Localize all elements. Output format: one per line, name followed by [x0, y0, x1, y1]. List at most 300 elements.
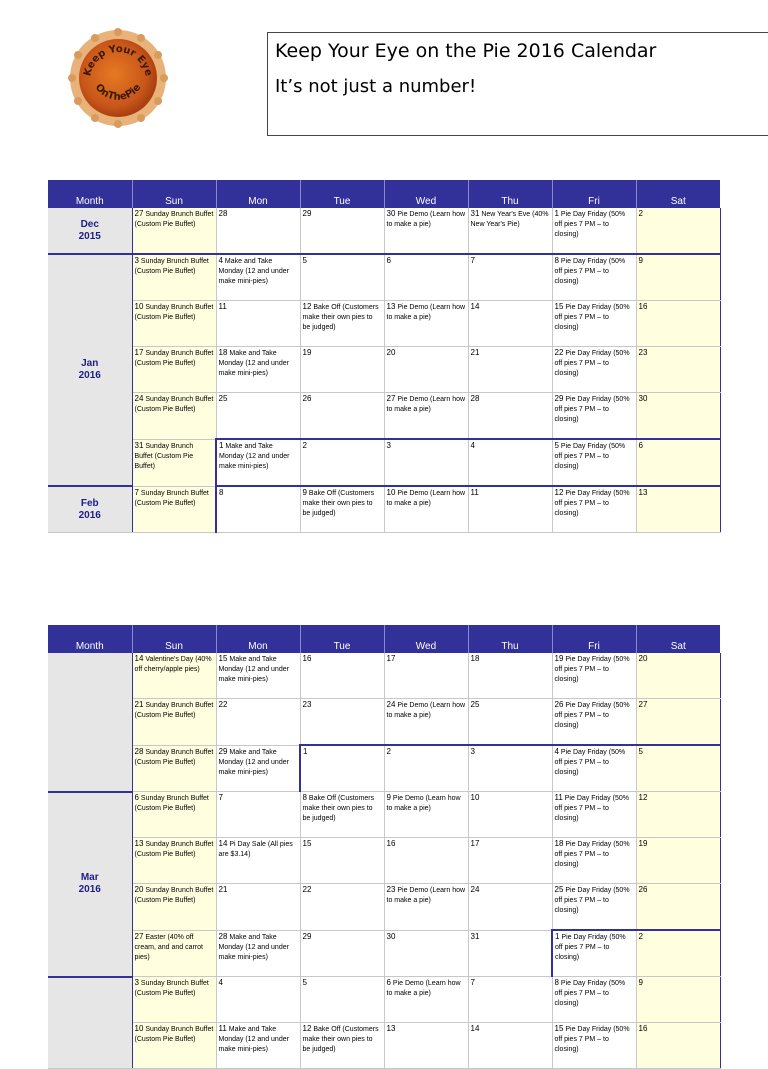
day-cell	[636, 301, 720, 347]
logo-top-text: Keep Your Eye	[82, 43, 154, 78]
day-number: 19	[638, 839, 648, 848]
day-cell	[132, 254, 216, 301]
day-cell	[216, 884, 300, 931]
day-number: 17	[134, 348, 144, 357]
day-cell	[552, 838, 636, 884]
column-header-tue: Tue	[300, 180, 384, 208]
day-cell	[552, 1023, 636, 1069]
column-header-sat: Sat	[636, 625, 720, 653]
day-cell	[468, 884, 552, 931]
day-number: 2	[638, 932, 643, 941]
day-event: Bake Off (Customers make their own pies to be judged)	[302, 490, 375, 517]
day-number: 19	[302, 348, 312, 357]
day-number: 6	[386, 256, 391, 265]
day-number: 7	[134, 487, 139, 497]
day-number: 1	[555, 932, 560, 941]
day-cell	[384, 208, 468, 254]
day-cell	[468, 301, 552, 347]
day-cell	[636, 208, 720, 254]
day-number: 11	[470, 488, 479, 497]
day-number: 17	[470, 839, 480, 848]
day-number: 23	[638, 348, 648, 357]
day-number: 25	[218, 394, 228, 403]
day-cell	[636, 1023, 720, 1069]
day-event: Pie Day Friday (50% off pies 7 PM – to closing)	[554, 211, 626, 238]
week-row	[48, 977, 720, 1023]
day-event: Pie Day Friday (50% off pies 7 PM – to closing)	[554, 490, 630, 517]
week-row	[48, 254, 720, 301]
week-row	[48, 208, 720, 254]
day-number: 16	[638, 1024, 648, 1033]
day-cell	[552, 745, 636, 792]
day-number: 15	[554, 1024, 564, 1033]
week-row	[48, 301, 720, 347]
day-number: 15	[554, 302, 564, 311]
calendar-table-1	[48, 180, 721, 533]
day-number: 30	[638, 394, 648, 403]
day-number: 11	[218, 302, 227, 311]
day-event: Sunday Brunch Buffet (Custom Pie Buffet)	[134, 795, 209, 812]
day-cell	[552, 884, 636, 931]
day-number: 4	[218, 256, 223, 265]
day-event: Sunday Brunch Buffet (Custom Pie Buffet)	[134, 396, 214, 413]
day-cell	[384, 792, 468, 838]
day-number: 18	[470, 654, 480, 663]
day-number: 23	[386, 885, 396, 894]
day-cell	[552, 393, 636, 440]
week-row	[48, 930, 720, 977]
day-cell	[384, 838, 468, 884]
day-event: Pie Demo (Learn how to make a pie)	[386, 702, 466, 719]
day-number: 18	[218, 348, 228, 357]
day-cell	[636, 838, 720, 884]
day-number: 28	[470, 394, 480, 403]
day-number: 8	[554, 978, 559, 987]
day-cell	[468, 745, 552, 792]
day-cell	[468, 1023, 552, 1069]
day-number: 1	[303, 747, 308, 756]
day-number: 3	[470, 747, 475, 756]
day-number: 2	[386, 747, 391, 756]
column-header-thu: Thu	[468, 180, 552, 208]
day-cell	[468, 208, 552, 254]
day-event: Pie Day Friday (50% off pies 7 PM – to closing)	[555, 934, 626, 961]
day-number: 29	[302, 209, 312, 218]
day-cell	[384, 347, 468, 393]
day-number: 3	[134, 978, 139, 987]
day-number: 13	[386, 302, 396, 311]
day-cell	[468, 838, 552, 884]
day-number: 13	[638, 488, 648, 497]
day-number: 12	[554, 488, 564, 497]
day-cell	[552, 439, 636, 486]
column-header-mon: Mon	[216, 180, 300, 208]
day-cell	[216, 439, 300, 486]
day-cell	[216, 347, 300, 393]
day-cell	[300, 745, 384, 792]
day-number: 12	[302, 1024, 312, 1033]
day-number: 8	[219, 488, 224, 497]
day-cell	[132, 653, 216, 699]
day-cell	[132, 301, 216, 347]
day-cell	[300, 884, 384, 931]
month-label: Mar 2016	[48, 792, 132, 977]
day-cell	[216, 977, 300, 1023]
pie-logo	[68, 28, 168, 128]
day-number: 6	[386, 978, 391, 987]
day-number: 20	[638, 654, 648, 663]
day-cell	[636, 884, 720, 931]
day-number: 13	[134, 839, 144, 848]
month-label	[48, 977, 132, 1069]
month-label: Jan 2016	[48, 254, 132, 486]
day-cell	[384, 486, 468, 533]
day-number: 7	[470, 978, 475, 987]
day-cell	[552, 301, 636, 347]
day-cell	[384, 745, 468, 792]
day-number: 6	[638, 441, 643, 450]
day-number: 1	[219, 441, 224, 450]
day-number: 26	[638, 885, 648, 894]
day-number: 16	[638, 302, 648, 311]
day-cell	[132, 699, 216, 746]
day-cell	[216, 208, 300, 254]
day-cell	[636, 254, 720, 301]
day-number: 25	[470, 700, 480, 709]
day-number: 10	[134, 302, 144, 311]
day-number: 17	[386, 654, 396, 663]
day-number: 30	[386, 209, 396, 218]
day-number: 13	[386, 1024, 396, 1033]
day-number: 24	[134, 394, 144, 403]
day-number: 27	[134, 931, 144, 941]
day-cell	[636, 393, 720, 440]
day-number: 5	[638, 747, 643, 756]
day-cell	[552, 792, 636, 838]
day-number: 3	[134, 256, 139, 265]
day-cell	[300, 653, 384, 699]
day-event: Sunday Brunch Buffet (Custom Pie Buffet)	[134, 442, 194, 470]
day-number: 27	[386, 394, 396, 403]
day-cell	[636, 347, 720, 393]
day-number: 27	[638, 700, 648, 709]
page-title: Keep Your Eye on the Pie 2016 Calendar	[275, 40, 657, 62]
day-cell	[300, 838, 384, 884]
day-number: 5	[554, 441, 559, 450]
day-number: 1	[554, 209, 559, 218]
day-event: Sunday Brunch Buffet (Custom Pie Buffet)	[134, 841, 214, 858]
day-event: Easter (40% off cream, and and carrot pies)	[134, 933, 203, 961]
day-event: Make and Take Monday (12 and under make mini-pies)	[218, 350, 289, 377]
month-label	[48, 653, 132, 792]
day-cell	[384, 930, 468, 977]
day-number: 30	[386, 931, 396, 941]
day-number: 25	[554, 885, 564, 894]
day-event: Pie Day Friday (50% off pies 7 PM – to closing)	[554, 887, 630, 914]
day-event: Pi Day Sale (All pies are $3.14)	[218, 841, 293, 858]
day-cell	[384, 699, 468, 746]
day-cell	[300, 439, 384, 486]
day-event: Sunday Brunch Buffet (Custom Pie Buffet)	[134, 887, 214, 904]
day-cell	[216, 792, 300, 838]
day-cell	[132, 439, 216, 486]
day-number: 22	[554, 348, 564, 357]
day-number: 29	[302, 931, 312, 941]
day-cell	[132, 486, 216, 533]
day-cell	[132, 745, 216, 792]
column-header-fri: Fri	[552, 180, 636, 208]
day-number: 31	[134, 440, 144, 450]
day-number: 10	[470, 793, 480, 802]
day-event: Pie Demo (Learn how to make a pie)	[386, 490, 466, 507]
day-number: 21	[218, 885, 228, 894]
day-number: 14	[470, 302, 480, 311]
day-event: Pie Day Friday (50% off pies 7 PM – to closing)	[554, 702, 630, 729]
day-cell	[468, 393, 552, 440]
day-cell	[132, 1023, 216, 1069]
day-event: Pie Day Friday (50% off pies 7 PM – to closing)	[554, 656, 630, 683]
day-event: Pie Day Friday (50% off pies 7 PM – to closing)	[554, 258, 626, 285]
day-cell	[384, 301, 468, 347]
day-cell	[468, 439, 552, 486]
day-cell	[552, 930, 636, 977]
day-cell	[300, 1023, 384, 1069]
day-event: Bake Off (Customers make their own pies to be judged)	[302, 304, 379, 331]
day-number: 23	[302, 700, 312, 709]
day-event: Valentine's Day (40% off cherry/apple pies)	[134, 656, 212, 673]
column-header-sun: Sun	[132, 180, 216, 208]
day-event: Pie Demo (Learn how to make a pie)	[386, 211, 466, 228]
day-cell	[636, 745, 720, 792]
day-number: 10	[386, 488, 396, 497]
day-event: New Year's Eve (40% New Year's Pie)	[470, 211, 549, 228]
day-number: 27	[134, 209, 144, 218]
day-number: 9	[386, 793, 391, 802]
day-cell	[636, 653, 720, 699]
day-cell	[132, 977, 216, 1023]
day-number: 4	[554, 747, 559, 756]
column-header-month: Month	[48, 180, 132, 208]
day-cell	[216, 930, 300, 977]
day-cell	[384, 884, 468, 931]
day-event: Sunday Brunch Buffet (Custom Pie Buffet)	[134, 304, 214, 321]
day-number: 24	[470, 885, 480, 894]
day-cell	[300, 254, 384, 301]
day-number: 31	[470, 931, 480, 941]
week-row	[48, 439, 720, 486]
column-header-sat: Sat	[636, 180, 720, 208]
day-event: Pie Day Friday (50% off pies 7 PM – to closing)	[554, 304, 630, 331]
day-number: 11	[218, 1024, 227, 1033]
title-box	[267, 32, 768, 136]
pie-logo-icon	[68, 28, 168, 128]
day-number: 22	[302, 885, 312, 894]
day-cell	[216, 301, 300, 347]
day-cell	[468, 486, 552, 533]
day-number: 14	[470, 1024, 480, 1033]
day-number: 3	[386, 441, 391, 450]
day-number: 8	[554, 256, 559, 265]
day-cell	[552, 208, 636, 254]
day-cell	[216, 254, 300, 301]
day-cell	[132, 208, 216, 254]
day-number: 15	[218, 654, 228, 663]
day-cell	[384, 439, 468, 486]
week-row	[48, 393, 720, 440]
day-cell	[216, 486, 300, 533]
day-event: Sunday Brunch Buffet (Custom Pie Buffet)	[134, 748, 214, 766]
day-cell	[468, 699, 552, 746]
day-cell	[636, 486, 720, 533]
day-cell	[384, 977, 468, 1023]
day-number: 4	[218, 978, 223, 987]
column-header-wed: Wed	[384, 625, 468, 653]
day-event: Pie Demo (Learn how to make a pie)	[386, 980, 461, 997]
week-row	[48, 347, 720, 393]
day-cell	[132, 792, 216, 838]
week-row	[48, 838, 720, 884]
day-cell	[552, 486, 636, 533]
day-cell	[384, 393, 468, 440]
day-event: Sunday Brunch Buffet (Custom Pie Buffet)	[134, 211, 214, 228]
day-cell	[552, 347, 636, 393]
day-event: Pie Day Friday (50% off pies 7 PM – to closing)	[554, 1026, 630, 1053]
day-cell	[384, 254, 468, 301]
day-event: Pie Day Friday (50% off pies 7 PM – to closing)	[554, 396, 630, 423]
day-event: Make and Take Monday (12 and under make mini-pies)	[218, 656, 289, 683]
day-event: Pie Demo (Learn how to make a pie)	[386, 887, 466, 904]
day-event: Make and Take Monday (12 and under make mini-pies)	[218, 748, 289, 776]
day-event: Pie Day Friday (50% off pies 7 PM – to closing)	[554, 841, 630, 868]
day-number: 26	[302, 394, 312, 403]
day-cell	[300, 393, 384, 440]
column-header-mon: Mon	[216, 625, 300, 653]
day-number: 4	[470, 441, 475, 450]
day-cell	[132, 838, 216, 884]
day-number: 28	[218, 931, 228, 941]
day-event: Make and Take Monday (12 and under make mini-pies)	[218, 1026, 289, 1053]
day-event: Make and Take Monday (12 and under make mini-pies)	[219, 443, 290, 470]
column-header-tue: Tue	[300, 625, 384, 653]
day-event: Pie Demo (Learn how to make a pie)	[386, 396, 466, 413]
day-number: 2	[638, 209, 643, 218]
column-header-thu: Thu	[468, 625, 552, 653]
day-event: Pie Demo (Learn how to make a pie)	[386, 795, 461, 812]
day-number: 31	[470, 209, 480, 218]
day-number: 29	[218, 746, 228, 756]
day-number: 9	[638, 978, 643, 987]
week-row	[48, 745, 720, 792]
day-cell	[552, 699, 636, 746]
day-cell	[636, 699, 720, 746]
day-number: 11	[554, 793, 563, 802]
day-number: 24	[386, 700, 396, 709]
day-cell	[300, 301, 384, 347]
day-cell	[636, 792, 720, 838]
day-cell	[216, 653, 300, 699]
week-row	[48, 884, 720, 931]
day-event: Pie Day Friday (50% off pies 7 PM – to closing)	[554, 795, 629, 822]
week-row	[48, 792, 720, 838]
day-number: 6	[134, 793, 139, 802]
day-cell	[384, 1023, 468, 1069]
day-event: Pie Day Friday (50% off pies 7 PM – to closing)	[554, 443, 626, 470]
day-cell	[300, 486, 384, 533]
day-cell	[552, 653, 636, 699]
day-cell	[468, 930, 552, 977]
day-number: 12	[302, 302, 312, 311]
day-cell	[468, 347, 552, 393]
day-event: Sunday Brunch Buffet (Custom Pie Buffet)	[134, 489, 209, 507]
day-event: Pie Day Friday (50% off pies 7 PM – to closing)	[554, 350, 630, 377]
day-number: 10	[134, 1024, 144, 1033]
day-event: Pie Day Friday (50% off pies 7 PM – to closing)	[554, 980, 626, 1007]
day-cell	[300, 208, 384, 254]
day-cell	[216, 1023, 300, 1069]
day-number: 26	[554, 700, 564, 709]
day-number: 14	[218, 839, 228, 848]
day-number: 29	[554, 394, 564, 403]
day-number: 16	[386, 839, 396, 848]
day-cell	[132, 347, 216, 393]
logo-bottom-text: OnThePie	[92, 82, 144, 103]
day-event: Sunday Brunch Buffet (Custom Pie Buffet)	[134, 1026, 214, 1043]
day-event: Bake Off (Customers make their own pies to be judged)	[302, 795, 375, 822]
day-cell	[300, 792, 384, 838]
day-number: 8	[302, 793, 307, 802]
day-number: 19	[554, 654, 564, 663]
week-row	[48, 653, 720, 699]
day-cell	[132, 393, 216, 440]
week-row	[48, 486, 720, 533]
day-event: Bake Off (Customers make their own pies to be judged)	[302, 1026, 379, 1053]
column-header-month: Month	[48, 625, 132, 653]
day-cell	[552, 977, 636, 1023]
day-cell	[468, 792, 552, 838]
day-cell	[216, 393, 300, 440]
day-number: 15	[302, 839, 312, 848]
day-number: 20	[134, 885, 144, 894]
day-cell	[468, 254, 552, 301]
day-number: 5	[302, 978, 307, 987]
day-event: Sunday Brunch Buffet (Custom Pie Buffet)	[134, 980, 209, 997]
day-event: Pie Day Friday (50% off pies 7 PM – to closing)	[554, 749, 626, 776]
day-number: 9	[638, 256, 643, 265]
day-cell	[468, 977, 552, 1023]
day-cell	[384, 653, 468, 699]
day-number: 20	[386, 348, 396, 357]
day-event: Make and Take Monday (12 and under make mini-pies)	[218, 258, 289, 285]
day-number: 9	[302, 488, 307, 497]
day-number: 5	[302, 256, 307, 265]
day-event: Sunday Brunch Buffet (Custom Pie Buffet)	[134, 258, 209, 275]
month-label: Dec 2015	[48, 208, 132, 254]
day-cell	[552, 254, 636, 301]
column-header-fri: Fri	[552, 625, 636, 653]
day-number: 12	[638, 793, 648, 802]
page-subtitle: It’s not just a number!	[275, 76, 477, 97]
column-header-wed: Wed	[384, 180, 468, 208]
calendar-table-2	[48, 625, 721, 1069]
day-number: 7	[218, 793, 223, 802]
day-cell	[216, 699, 300, 746]
day-event: Sunday Brunch Buffet (Custom Pie Buffet)	[134, 702, 214, 719]
day-cell	[300, 930, 384, 977]
day-cell	[300, 347, 384, 393]
day-cell	[636, 930, 720, 977]
day-cell	[468, 653, 552, 699]
day-number: 16	[302, 654, 312, 663]
